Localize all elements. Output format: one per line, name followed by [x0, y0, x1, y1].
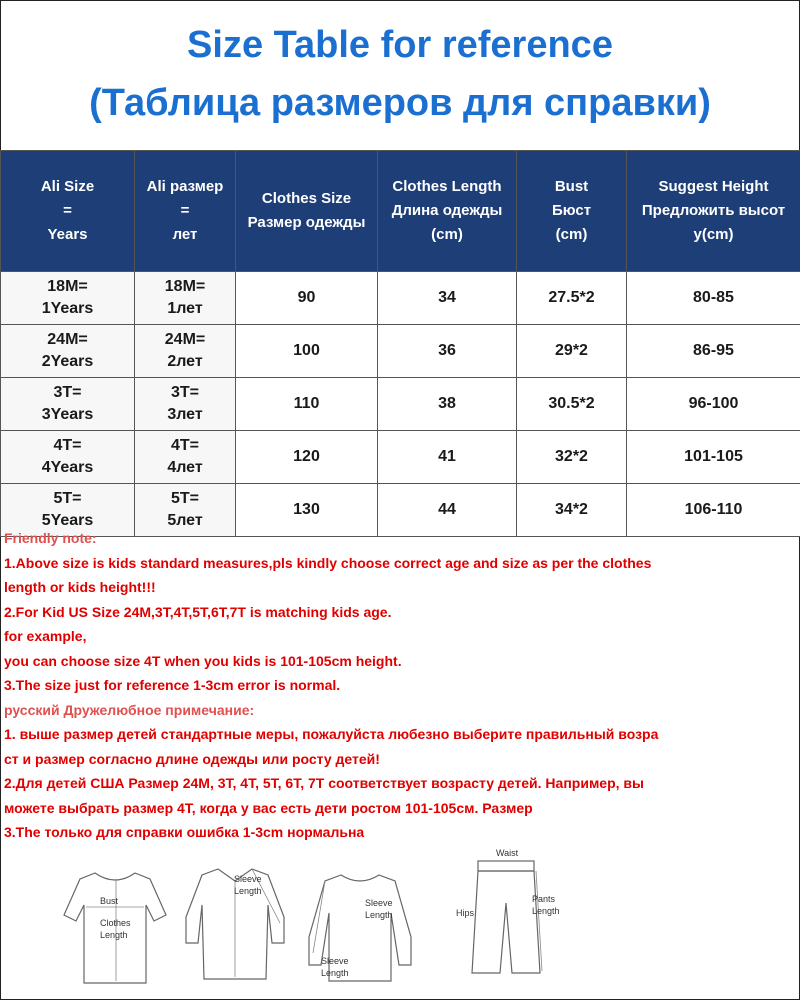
cell-text: 18M= — [164, 278, 206, 295]
measurement-diagrams — [60, 845, 580, 995]
cell-text: 24M= — [47, 331, 88, 348]
note-line: for example, — [4, 628, 87, 644]
size-table — [0, 150, 800, 537]
cell-text: 4Years — [41, 459, 94, 476]
cell-height: 86-95 — [627, 325, 800, 378]
header-text: Suggest Height — [658, 178, 769, 195]
cell-height: 101-105 — [627, 431, 800, 484]
pants-length-label — [532, 893, 560, 917]
hips-label: Hips — [456, 908, 475, 918]
cell-text: 5лет — [167, 512, 203, 529]
header-ali-size-ru — [135, 151, 236, 272]
header-text: Bust — [554, 178, 589, 195]
table-row — [1, 325, 800, 378]
label-text: Sleeve — [234, 874, 262, 884]
cell-ali-size — [1, 325, 135, 378]
shirt-diagram — [180, 857, 290, 987]
label-text: Sleeve — [321, 956, 349, 966]
label-text: Length — [321, 968, 349, 978]
header-text: (cm) — [555, 226, 588, 243]
page-title: Size Table for reference — [187, 24, 613, 66]
header-text: Clothes Length — [392, 178, 502, 195]
cell-text: 3Years — [41, 406, 94, 423]
header-text: Years — [47, 226, 88, 243]
long-sleeve-diagram — [305, 867, 415, 987]
cell-text: 18M= — [47, 278, 88, 295]
header-text: Clothes Size — [261, 190, 352, 207]
cell-ali-size — [1, 431, 135, 484]
cell-bust: 29*2 — [517, 325, 627, 378]
note-line: 1. выше размер детей стандартные меры, пожалуйста любезно выберите правильный возра — [4, 726, 659, 742]
note-line: 3.The size just for reference 1-3cm error is normal. — [4, 677, 341, 693]
header-bust — [517, 151, 627, 272]
header-text: = — [63, 202, 72, 219]
cell-text: 1лет — [167, 300, 203, 317]
cell-clothes-size: 90 — [236, 272, 378, 325]
header-text: Бюст — [551, 202, 592, 219]
cell-ali-ru — [135, 378, 236, 431]
header-text: Предложить высот — [641, 202, 786, 219]
note-line: you can choose size 4T when you kids is 101-105cm height. — [4, 652, 402, 669]
pants-diagram — [450, 845, 560, 985]
cell-text: 1Years — [41, 300, 94, 317]
label-text: Clothes — [100, 918, 131, 928]
note-line: 1.Above size is kids standard measures,pls kindly choose correct age and size as per the clothes — [4, 554, 652, 571]
cell-length: 38 — [378, 378, 517, 431]
cell-bust: 27.5*2 — [517, 272, 627, 325]
page-subtitle: (Таблица размеров для справки) — [89, 82, 711, 124]
header-text: (cm) — [431, 226, 463, 243]
bust-label: Bust — [100, 896, 119, 906]
cell-bust: 32*2 — [517, 431, 627, 484]
friendly-note-block — [4, 526, 796, 845]
cell-text: 4лет — [167, 459, 203, 476]
cell-length: 41 — [378, 431, 517, 484]
header-suggest-height — [627, 151, 800, 272]
note-line: ст и размер согласно длине одежды или росту детей! — [4, 750, 380, 767]
cell-text: 3лет — [167, 406, 203, 423]
clothes-length-label — [100, 917, 131, 941]
waist-label: Waist — [496, 848, 519, 858]
note-line: 3.The только для справки ошибка 1-3cm нормальна — [4, 824, 365, 840]
cell-text: 24M= — [164, 331, 206, 348]
cell-text: 2лет — [167, 353, 203, 370]
cell-clothes-size: 130 — [236, 484, 378, 537]
cell-text: 5T= — [53, 490, 82, 507]
table-row — [1, 431, 800, 484]
cell-text: 3T= — [170, 384, 199, 401]
cell-text: 3T= — [53, 384, 82, 401]
label-text: Length — [532, 906, 560, 916]
sleeve-length-label-1 — [234, 873, 262, 897]
note-line: 2.For Kid US Size 24M,3T,4T,5T,6T,7T is matching kids age. — [4, 603, 392, 620]
table-row — [1, 378, 800, 431]
note-heading-ru: русский Дружелюбное примечание: — [4, 701, 255, 718]
header-clothes-length — [378, 151, 517, 272]
cell-ali-size — [1, 378, 135, 431]
header-text: Ali размер — [146, 178, 224, 195]
header-text: Размер одежды — [247, 214, 366, 231]
header-text: лет — [172, 226, 198, 243]
sleeve-length-label-3 — [321, 955, 349, 979]
note-line: можете выбрать размер 4T, когда у вас есть дети ростом 101-105см. Размер — [4, 799, 533, 816]
header-text: Длина одежды — [391, 202, 503, 219]
cell-ali-ru — [135, 431, 236, 484]
cell-height: 106-110 — [627, 484, 800, 537]
table-header-row — [1, 151, 800, 272]
header-text: Ali Size — [40, 178, 95, 195]
header-ali-size — [1, 151, 135, 272]
cell-text: 4T= — [53, 437, 82, 454]
label-text: Length — [365, 910, 393, 920]
note-line: 2.Для детей США Размер 24M, 3T, 4T, 5T, 6T, 7T соответствует возрасту детей. Например, вы — [4, 775, 644, 791]
label-text: Length — [234, 886, 262, 896]
tshirt-diagram — [60, 865, 170, 990]
cell-ali-size — [1, 272, 135, 325]
note-line: length or kids height!!! — [4, 579, 156, 595]
cell-bust: 34*2 — [517, 484, 627, 537]
header-text: = — [180, 202, 190, 219]
table-row — [1, 272, 800, 325]
note-heading: Friendly note: — [4, 530, 97, 546]
title-block — [0, 0, 800, 150]
cell-height: 80-85 — [627, 272, 800, 325]
header-text: у(cm) — [693, 226, 734, 243]
cell-ali-ru — [135, 272, 236, 325]
cell-bust: 30.5*2 — [517, 378, 627, 431]
header-clothes-size — [236, 151, 378, 272]
cell-clothes-size: 120 — [236, 431, 378, 484]
label-text: Sleeve — [365, 898, 393, 908]
cell-text: 4T= — [170, 437, 199, 454]
cell-height: 96-100 — [627, 378, 800, 431]
cell-length: 44 — [378, 484, 517, 537]
cell-ali-ru — [135, 325, 236, 378]
cell-text: 5T= — [170, 490, 199, 507]
label-text: Length — [100, 930, 128, 940]
label-text: Pants — [532, 894, 556, 904]
cell-text: 5Years — [41, 512, 94, 529]
cell-length: 34 — [378, 272, 517, 325]
sleeve-length-label-2 — [365, 897, 393, 921]
cell-length: 36 — [378, 325, 517, 378]
cell-clothes-size: 100 — [236, 325, 378, 378]
cell-clothes-size: 110 — [236, 378, 378, 431]
cell-text: 2Years — [41, 353, 94, 370]
